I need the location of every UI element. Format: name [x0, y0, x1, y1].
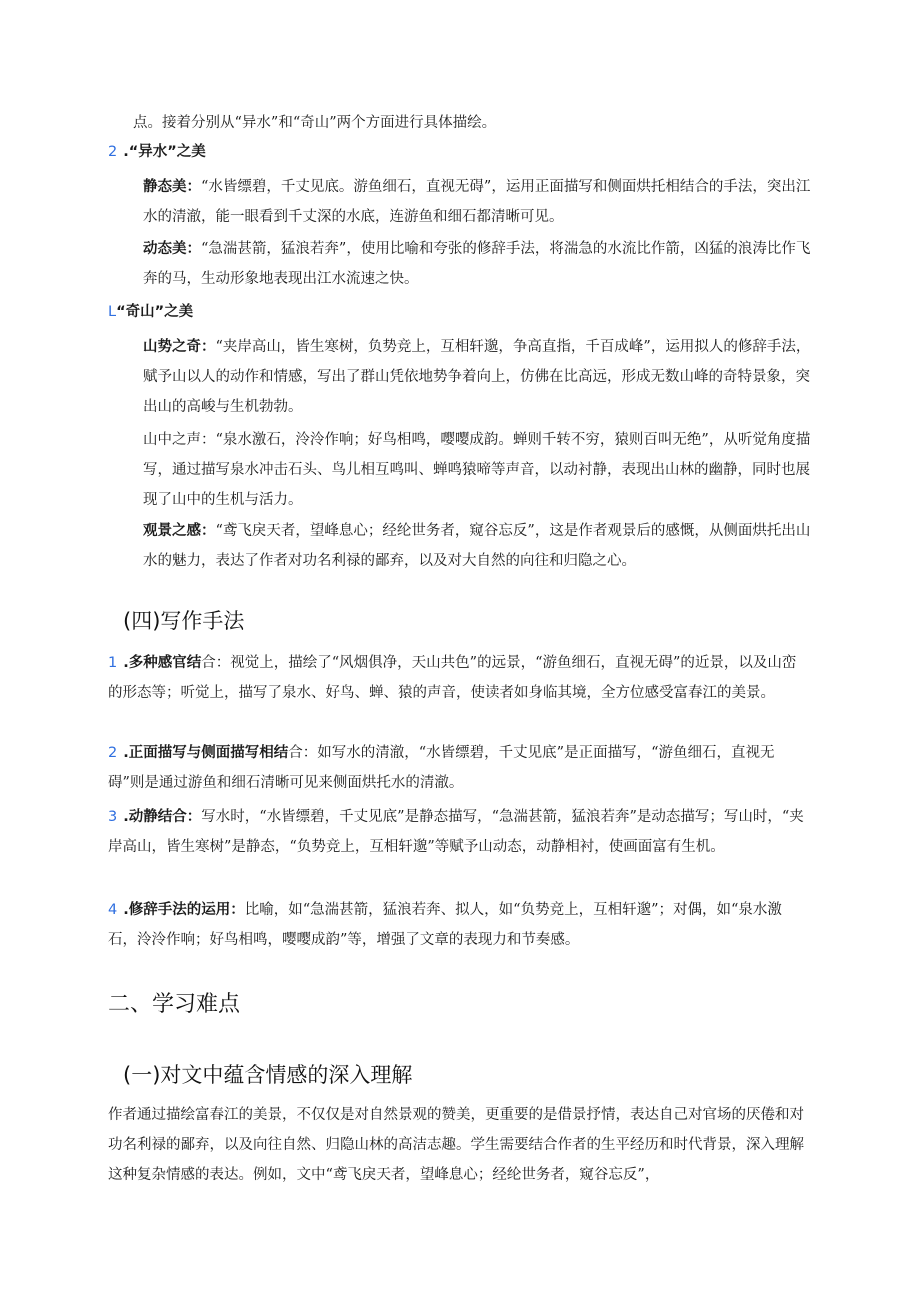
final-paragraph: 作者通过描绘富春江的美景，不仅仅是对自然景观的赞美，更重要的是借景抒情，表达自己对官场的厌倦和对功名利禄的鄙弃，以及向往自然、归隐山林的高洁志趣。学生需要结合作者的生平经历和时代背景，深入理解这种复杂情感的表达。例如，文中“鸢飞戾天者，望峰息心；经纶世务者，窥谷忘反”， — [108, 1107, 804, 1183]
method-item-3: 3 .动静结合：写水时，“水皆缥碧，千丈见底”是静态描写，“急湍甚箭，猛浪若奔”是动态描写；写山时，“夹岸高山，皆生寒树”是静态，“负势竞上，互相轩邈”等赋予山动态，动静相衬，使画面富有生机。 — [108, 809, 804, 855]
heading-writing-methods: (四)写作手法 — [123, 609, 245, 633]
section-2-heading: 2 .“异水”之美 — [108, 144, 206, 160]
static-beauty-paragraph: 静态美：“水皆缥碧，千丈见底。游鱼细石，直视无碍”，运用正面描写和侧面烘托相结合的手法，突出江水的清澈，能一眼看到千丈深的水底，连游鱼和细石都清晰可见。 — [143, 179, 811, 225]
viewing-feeling-label: 观景之感： — [143, 523, 216, 539]
mountain-sound-paragraph: 山中之声：“泉水激石，泠泠作响；好鸟相鸣，嘤嘤成韵。蝉则千转不穷，猿则百叫无绝”，从听觉角度描写，通过描写泉水冲击石头、鸟儿相互鸣叫、蝉鸣猿啼等声音，以动衬静，表现出山林的幽静，同时也展现了山中的生机与活力。 — [143, 432, 811, 508]
viewing-feeling-paragraph: 观景之感：“鸢飞戾天者，望峰息心；经纶世务者，窥谷忘反”，这是作者观景后的感慨，从侧面烘托出山水的魅力，表达了作者对功名利禄的鄙弃，以及对大自然的向往和归隐之心。 — [143, 523, 811, 569]
section-2-number: 2 — [108, 144, 118, 160]
method-item-4: 4 .修辞手法的运用：比喻，如“急湍甚箭，猛浪若奔、拟人，如“负势竞上，互相轩邈”；对偶，如“泉水激石，泠泠作响；好鸟相鸣，嘤嘤成韵”等，增强了文章的表现力和节奏感。 — [108, 902, 782, 948]
section-3-heading: L“奇山”之美 — [108, 304, 194, 320]
mountain-shape-label: 山势之奇： — [143, 339, 216, 355]
heading-emotion-understanding: (一)对文中蕴含情感的深入理解 — [123, 1063, 413, 1087]
section-3-number: L — [108, 304, 117, 320]
heading-learning-difficulties: 二、学习难点 — [108, 992, 241, 1017]
dynamic-beauty-paragraph: 动态美：“急湍甚箭，猛浪若奔”，使用比喻和夸张的修辞手法，将湍急的水流比作箭，凶猛的浪涛比作飞奔的马，生动形象地表现出江水流速之快。 — [143, 241, 811, 287]
intro-paragraph: 点。接着分别从“异水”和“奇山”两个方面进行具体描绘。 — [133, 115, 497, 131]
method-item-1: 1 .多种感官结合：视觉上，描绘了“风烟俱净，天山共色”的远景，“游鱼细石，直视无碍”的近景，以及山峦的形态等；听觉上，描写了泉水、好鸟、蝉、猿的声音，使读者如身临其境，全方位感受富春江的美景。 — [108, 655, 797, 701]
mountain-shape-paragraph: 山势之奇：“夹岸高山，皆生寒树，负势竞上，互相轩邈，争高直指，千百成峰”，运用拟人的修辞手法，赋予山以人的动作和情感，写出了群山凭依地势争着向上，仿佛在比高远，形成无数山峰的奇特景象，突出山的高峻与生机勃勃。 — [143, 339, 811, 415]
static-beauty-label: 静态美： — [143, 179, 201, 195]
dynamic-beauty-label: 动态美： — [143, 241, 201, 257]
method-item-2: 2 .正面描写与侧面描写相结合：如写水的清澈，“水皆缥碧，千丈见底”是正面描写，“游鱼细石，直视无碍”则是通过游鱼和细石清晰可见来侧面烘托水的清澈。 — [108, 745, 775, 791]
